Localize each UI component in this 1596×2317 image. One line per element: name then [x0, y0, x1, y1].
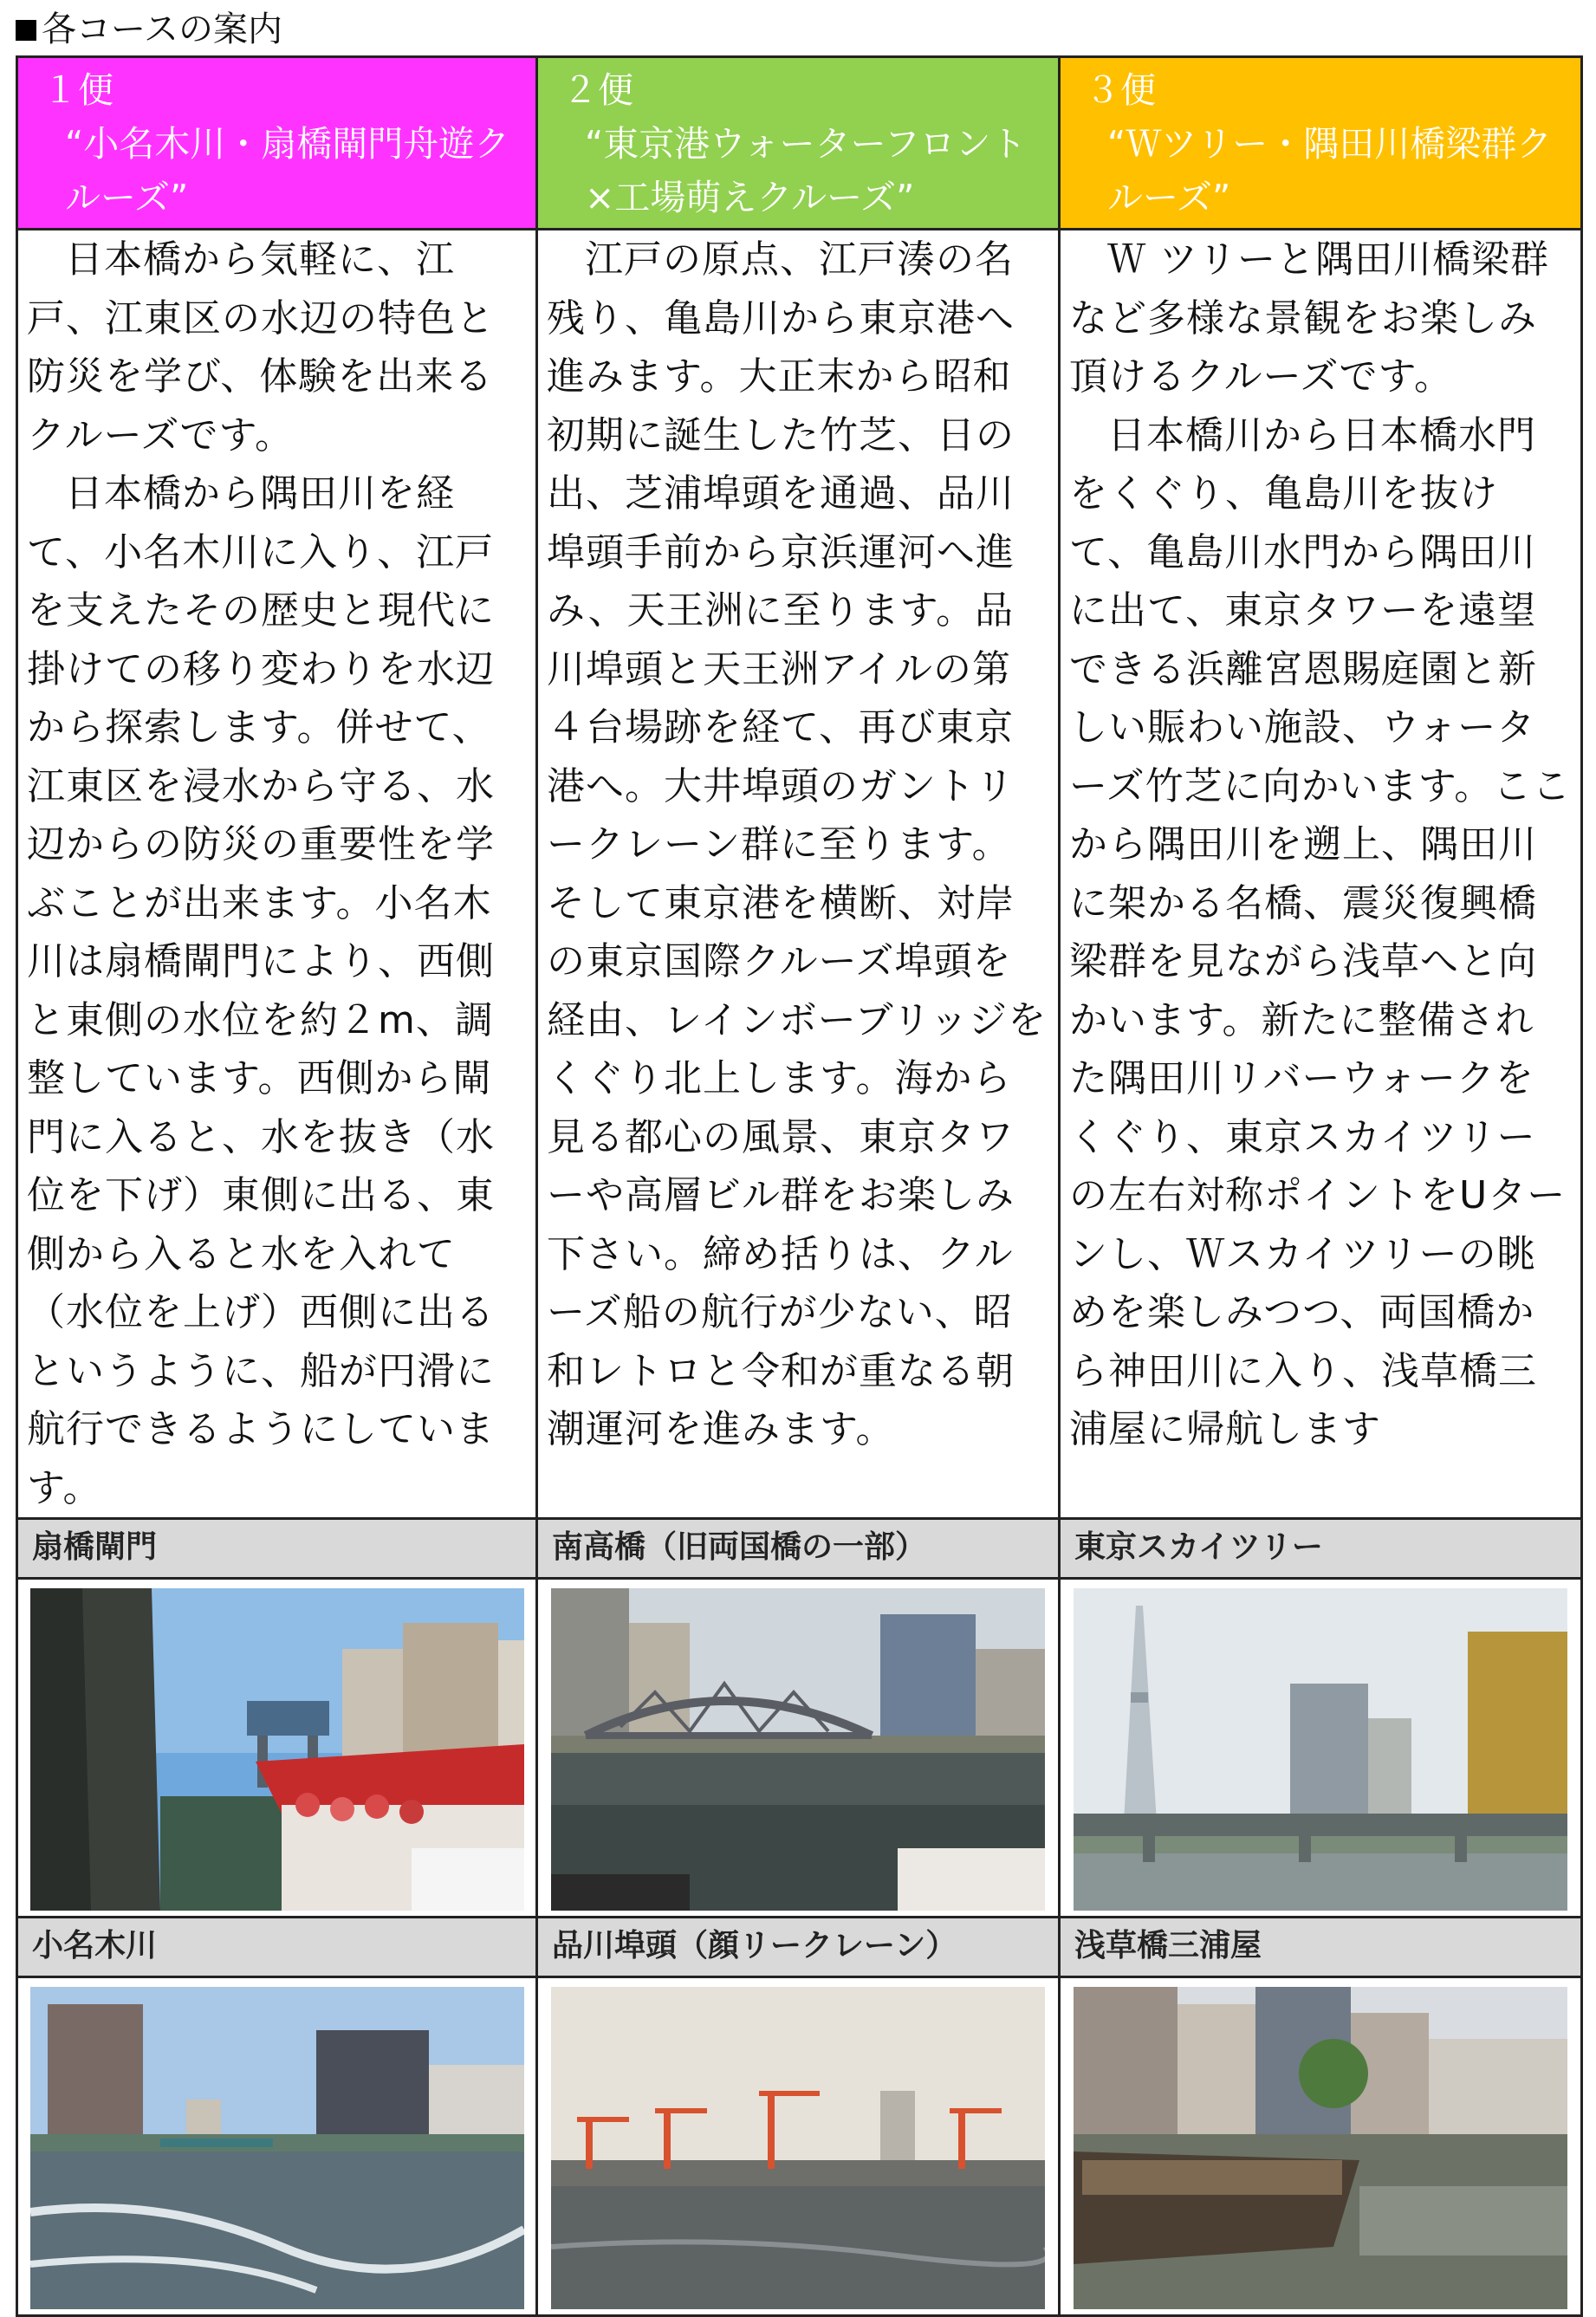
square-bullet-icon — [16, 20, 36, 41]
photo-caption-row — [17, 1918, 1582, 1977]
photo-cell — [17, 1579, 537, 1918]
river-photo — [30, 1987, 524, 2309]
course-3-paragraph: 日本橋川から日本橋水門をくぐり、亀島川を抜けて、亀島川水門から隅田川に出て、東京タワーを遠望できる浜離宮恩賜庭園と新しい賑わい施設、ウォーターズ竹芝に向かいます。ここから隅田川を遡上、隅田川に架かる名橋、震災復興橋梁群を見ながら浅草へと向かいます。新たに整備された隅田川リバーウォークをくぐり、東京スカイツリーの左右対称ポイントをUターンし、Ｗスカイツリーの眺めを楽しみつつ、両国橋から神田川に入り、浅草橋三浦屋に帰航します — [1069, 412, 1572, 1451]
photo-cell — [537, 1977, 1060, 2316]
course-1-paragraph: 日本橋から気軽に、江戸、江東区の水辺の特色と防災を学び、体験を出来るクルーズです。 — [27, 237, 495, 458]
photo-caption-cell — [537, 1519, 1060, 1579]
course-description-row — [17, 230, 1582, 1519]
course-header-row — [17, 57, 1582, 230]
course-2-number: ２便 — [562, 69, 633, 111]
photo-caption-cell — [1060, 1918, 1582, 1977]
course-3-description — [1060, 230, 1582, 1519]
photo-row — [17, 1977, 1582, 2316]
photo-caption: 東京スカイツリー — [1074, 1529, 1323, 1565]
course-2-title: “東京港ウォーターフロント×工場萌えクルーズ” — [585, 123, 1027, 218]
course-2-header — [537, 57, 1060, 230]
course-2-paragraph: 江戸の原点、江戸湊の名残り、亀島川から東京港へ進みます。大正末から昭和初期に誕生した竹芝、日の出、芝浦埠頭を通過、品川埠頭手前から京浜運河へ進み、天王洲に至ります。品川埠頭と天王洲アイルの第４台場跡を経て、再び東京港へ。大井埠頭のガントリークレーン群に至ります。そして東京港を横断、対岸の東京国際クルーズ埠頭を経由、レインボーブリッジをくぐり北上します。海から見る都心の風景、東京タワーや高層ビル群をお楽しみ下さい。締め括りは、クルーズ船の航行が少ない、昭和レトロと令和が重なる朝潮運河を進みます。 — [547, 237, 1048, 1451]
photo-cell — [17, 1977, 537, 2316]
cranes-photo — [551, 1987, 1045, 2309]
course-1-number: １便 — [42, 69, 114, 111]
course-1-description — [17, 230, 537, 1519]
course-3-title: “Ｗツリー・隅田川橋梁群クルーズ” — [1107, 123, 1553, 218]
photo-caption: 品川埠頭（顔リークレーン） — [552, 1928, 957, 1963]
photo-cell — [537, 1579, 1060, 1918]
course-1-header — [17, 57, 537, 230]
photo-caption: 小名木川 — [32, 1928, 158, 1963]
truss-bridge-photo — [551, 1588, 1045, 1911]
course-2-description — [537, 230, 1060, 1519]
photo-caption-row — [17, 1519, 1582, 1579]
section-heading — [16, 5, 282, 54]
photo-caption: 浅草橋三浦屋 — [1074, 1928, 1262, 1963]
skytree-photo — [1074, 1588, 1567, 1911]
photo-caption-cell — [17, 1519, 537, 1579]
photo-caption-cell — [17, 1918, 537, 1977]
photo-caption-cell — [1060, 1519, 1582, 1579]
course-3-header — [1060, 57, 1582, 230]
photo-caption: 南高橋（旧両国橋の一部） — [552, 1529, 927, 1565]
course-table — [16, 55, 1583, 2317]
photo-caption-cell — [537, 1918, 1060, 1977]
lock-gate-photo — [30, 1588, 524, 1911]
photo-cell — [1060, 1579, 1582, 1918]
houseboat-photo — [1074, 1987, 1567, 2309]
course-1-paragraph: 日本橋から隅田川を経て、小名木川に入り、江戸を支えたその歴史と現代に掛けての移り変わりを水辺から探索します。併せて、江東区を浸水から守る、水辺からの防災の重要性を学ぶことが出来ます。小名木川は扇橋閘門により、西側と東側の水位を約２m、調整しています。西側から閘門に入ると、水を抜き（水位を下げ）東側に出る、東側から入ると水を入れて（水位を上げ）西側に出るというように、船が円滑に航行できるようにしています。 — [27, 471, 495, 1510]
course-3-paragraph: Ｗ ツリーと隅田川橋梁群など多様な景観をお楽しみ頂けるクルーズです。 — [1069, 237, 1549, 399]
photo-row — [17, 1579, 1582, 1918]
course-3-number: ３便 — [1085, 69, 1156, 111]
photo-cell — [1060, 1977, 1582, 2316]
course-1-title: “小名木川・扇橋閘門舟遊クルーズ” — [65, 123, 510, 218]
section-heading-text: 各コースの案内 — [42, 10, 282, 49]
photo-caption: 扇橋閘門 — [32, 1529, 158, 1565]
